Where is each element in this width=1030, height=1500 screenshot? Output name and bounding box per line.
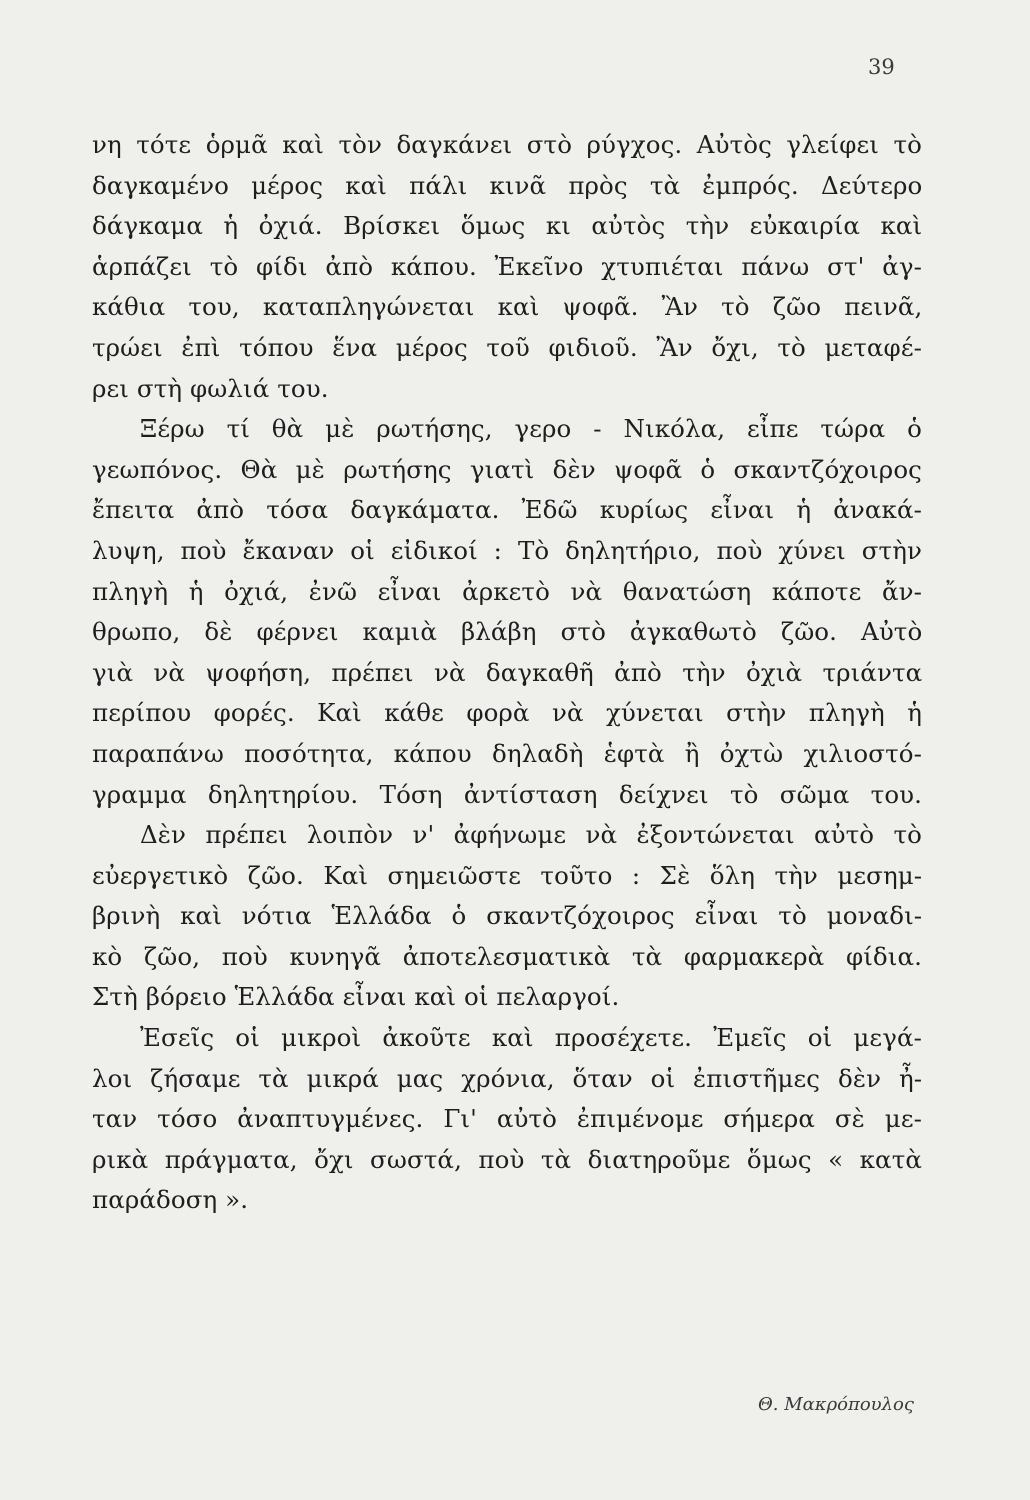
text-line: ἁρπάζει τὸ φίδι ἀπὸ κάπου. Ἐκεῖνο χτυπιέται πάνω στ' ἀγ- <box>92 251 922 281</box>
page-number: 39 <box>868 55 895 79</box>
text-line: βρινὴ καὶ νότια Ἑλλάδα ὁ σκαντζόχοιρος εἶναι τὸ μοναδι- <box>92 901 923 931</box>
text-line: ταν τόσο ἀναπτυγμένες. Γι' αὐτὸ ἐπιμένομε σήμερα σὲ με- <box>92 1104 923 1134</box>
text-line: γεωπόνος. Θὰ μὲ ρωτήσης γιατὶ δὲν ψοφᾶ ὁ σκαντζόχοιρος <box>92 454 922 484</box>
text-line: λοι ζήσαμε τὰ μικρά μας χρόνια, ὅταν οἱ ἐπιστῆμες δὲν ἦ- <box>92 1063 923 1093</box>
text-line: εὐεργετικὸ ζῶο. Καὶ σημειῶστε τοῦτο : Σὲ ὅλη τὴν μεσημ- <box>92 860 923 890</box>
text-line: Στὴ βόρειο Ἑλλάδα εἶναι καὶ οἱ πελαργοί. <box>92 982 620 1012</box>
text-line: κὸ ζῶο, ποὺ κυνηγᾶ ἀποτελεσματικὰ τὰ φαρμακερὰ φίδια. <box>92 941 922 971</box>
text-line: τρώει ἐπὶ τόπου ἕνα μέρος τοῦ φιδιοῦ. Ἂν ὄχι, τὸ μεταφέ- <box>92 332 922 362</box>
text-line: παράδοση ». <box>92 1185 249 1215</box>
text-line: θρωπο, δὲ φέρνει καμιὰ βλάβη στὸ ἀγκαθωτὸ ζῶο. Αὐτὸ <box>92 617 923 647</box>
text-line: ἔπειτα ἀπὸ τόσα δαγκάματα. Ἐδῶ κυρίως εἶναι ἡ ἀνακά- <box>92 495 922 525</box>
paragraph <box>92 1018 922 1221</box>
author-signature: Θ. Μακρόπουλος <box>758 1394 914 1415</box>
text-line: ρικὰ πράγματα, ὄχι σωστά, ποὺ τὰ διατηροῦμε ὅμως « κατὰ <box>92 1144 922 1174</box>
paragraph <box>92 815 922 1018</box>
text-line: Ἐσεῖς οἱ μικροὶ ἀκοῦτε καὶ προσέχετε. Ἐμεῖς οἱ μεγά- <box>140 1023 922 1053</box>
text-line: παραπάνω ποσότητα, κάπου δηλαδὴ ἑφτὰ ἢ ὀχτὼ χιλιοστό- <box>92 738 922 768</box>
body-text <box>92 125 922 1221</box>
text-line: ρει στὴ φωλιά του. <box>92 373 329 403</box>
text-line: Ξέρω τί θὰ μὲ ρωτήσης, γερο - Νικόλα, εἶπε τώρα ὁ <box>140 414 922 444</box>
text-line: δάγκαμα ἡ ὀχιά. Βρίσκει ὅμως κι αὐτὸς τὴν εὐκαιρία καὶ <box>92 211 923 241</box>
paragraph <box>92 409 922 815</box>
text-line: δαγκαμένο μέρος καὶ πάλι κινᾶ πρὸς τὰ ἐμπρός. Δεύτερο <box>92 170 923 200</box>
text-line: γιὰ νὰ ψοφήση, πρέπει νὰ δαγκαθῆ ἀπὸ τὴν ὀχιὰ τριάντα <box>92 657 923 687</box>
text-line: κάθια του, καταπληγώνεται καὶ ψοφᾶ. Ἂν τὸ ζῶο πεινᾶ, <box>92 292 923 322</box>
text-line: γραμμα δηλητηρίου. Τόση ἀντίσταση δείχνει τὸ σῶμα του. <box>92 779 923 809</box>
text-line: λυψη, ποὺ ἔκαναν οἱ εἰδικοί : Τὸ δηλητήριο, ποὺ χύνει στὴν <box>92 535 922 565</box>
text-line: περίπου φορές. Καὶ κάθε φορὰ νὰ χύνεται στὴν πληγὴ ἡ <box>92 698 922 728</box>
text-line: Δὲν πρέπει λοιπὸν ν' ἀφήνωμε νὰ ἐξοντώνεται αὐτὸ τὸ <box>140 820 922 850</box>
text-line: πληγὴ ἡ ὀχιά, ἐνῶ εἶναι ἀρκετὸ νὰ θανατώση κάποτε ἄν- <box>92 576 922 606</box>
paragraph <box>92 125 922 409</box>
text-line: νη τότε ὁρμᾶ καὶ τὸν δαγκάνει στὸ ρύγχος. Αὐτὸς γλείφει τὸ <box>92 130 922 159</box>
